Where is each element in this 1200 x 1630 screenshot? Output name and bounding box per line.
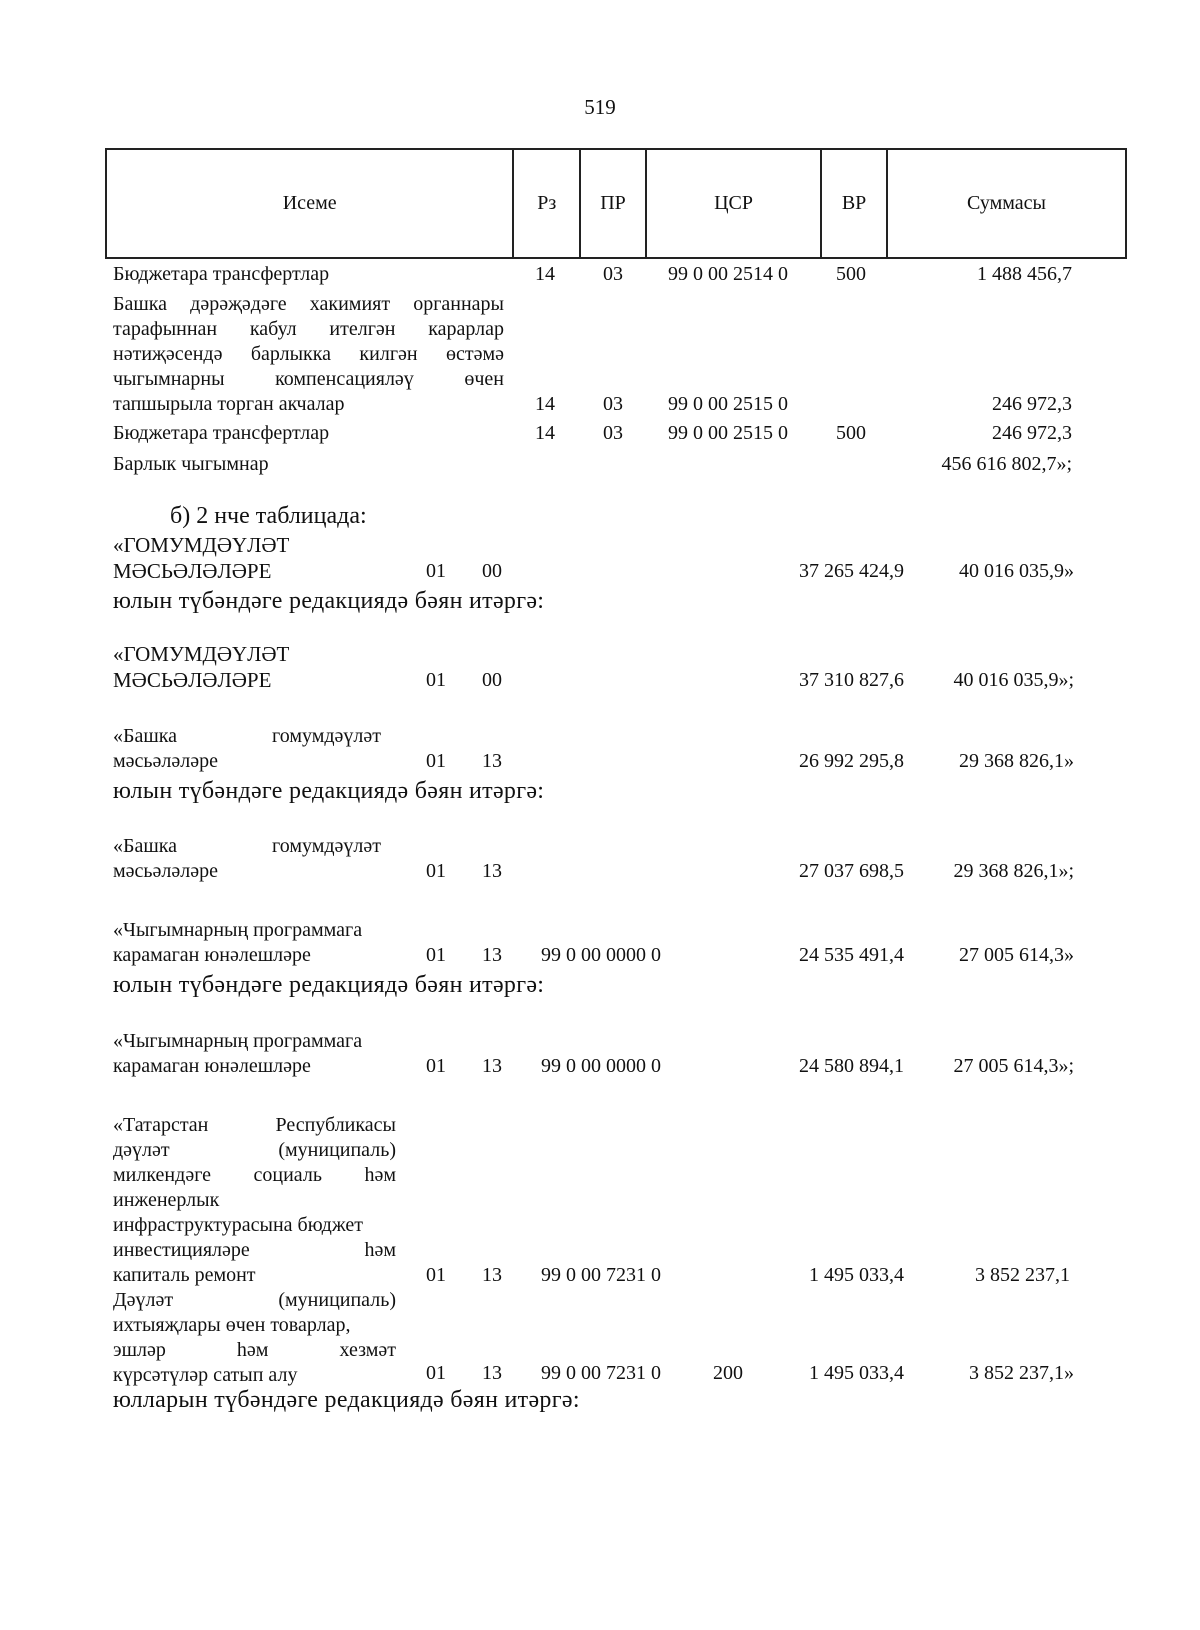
entry-name-line: милкендәге социаль һәм	[113, 1164, 396, 1186]
entry-pr: 13	[482, 1055, 502, 1077]
entry-name-line: Дәүләт (муниципаль)	[113, 1289, 396, 1311]
entry-value-1: 1 495 033,4	[809, 1264, 904, 1286]
row-csr: 99 0 00 2514 0	[668, 263, 788, 285]
section-b-heading: б) 2 нче таблицада:	[170, 503, 367, 529]
entry-name: МӘСЬӘЛӘЛӘРЕ	[113, 559, 272, 583]
entry-name-line: инженерлык	[113, 1189, 220, 1211]
row-rz: 14	[535, 263, 555, 285]
entry-csr: 99 0 00 0000 0	[541, 1055, 661, 1077]
entry-name-line: инфраструктурасына бюджет	[113, 1214, 363, 1236]
col-name-header: Исеме	[107, 150, 514, 257]
row-sum: 246 972,3	[992, 422, 1072, 444]
row-csr: 99 0 00 2515 0	[668, 393, 788, 415]
entry-rz: 01	[426, 1362, 446, 1384]
page-number: 519	[584, 95, 616, 119]
entry-name-line: дәүләт (муниципаль)	[113, 1139, 396, 1161]
entry-pr: 13	[482, 750, 502, 772]
entry-value-1: 37 310 827,6	[799, 669, 904, 691]
entry-pr: 13	[482, 1362, 502, 1384]
entry-name: карамаган юнәлешләре	[113, 1055, 311, 1077]
row-vr: 500	[836, 263, 866, 285]
entry-name: «ГОМУМДӘҮЛӘТ	[113, 533, 290, 557]
entry-value-2: 27 005 614,3»;	[953, 1055, 1074, 1077]
row-pr: 03	[603, 263, 623, 285]
row-name-line: тапшырыла торган акчалар	[113, 393, 345, 415]
entry-name: мәсьәләләре	[113, 860, 218, 882]
entry-name: гомумдәүләт	[272, 725, 382, 747]
entry-name: МӘСЬӘЛӘЛӘРЕ	[113, 668, 272, 692]
entry-value-1: 1 495 033,4	[809, 1362, 904, 1384]
entry-value-2: 29 368 826,1»;	[953, 860, 1074, 882]
entry-pr: 13	[482, 1264, 502, 1286]
entry-name-line: эшләр һәм хезмәт	[113, 1339, 396, 1361]
row-vr: 500	[836, 422, 866, 444]
entry-name: «ГОМУМДӘҮЛӘТ	[113, 642, 290, 666]
entry-name: «Башка	[113, 835, 178, 857]
entry-pr: 13	[482, 860, 502, 882]
entry-name: «Чыгымнарның программага	[113, 1030, 363, 1052]
entry-name-line: күрсәтүләр сатып алу	[113, 1364, 298, 1386]
replace-instruction: юлын түбәндәге редакциядә бәян итәргә:	[113, 588, 545, 614]
total-label: Барлык чыгымнар	[113, 453, 269, 475]
entry-rz: 01	[426, 669, 446, 691]
entry-value-1: 24 580 894,1	[799, 1055, 904, 1077]
row-pr: 03	[603, 393, 623, 415]
entry-name: «Чыгымнарның программага	[113, 919, 363, 941]
entry-rz: 01	[426, 560, 446, 582]
entry-value-2: 40 016 035,9»	[959, 560, 1074, 582]
col-csr-header: ЦСР	[647, 150, 822, 257]
entry-value-2: 3 852 237,1	[975, 1264, 1070, 1286]
row-name: Бюджетара трансфертлар	[113, 422, 330, 444]
entry-value-1: 24 535 491,4	[799, 944, 904, 966]
row-sum: 246 972,3	[992, 393, 1072, 415]
entry-rz: 01	[426, 1264, 446, 1286]
table-header	[105, 148, 1127, 259]
entry-name-line: капиталь ремонт	[113, 1264, 256, 1286]
entry-name: «Башка	[113, 725, 178, 747]
row-name: Бюджетара трансфертлар	[113, 263, 330, 285]
row-name-line: чыгымнарны компенсацияләү өчен	[113, 368, 504, 390]
replace-instruction: юлларын түбәндәге редакциядә бәян итәргә:	[113, 1387, 580, 1413]
entry-name-line: инвестицияләре һәм	[113, 1239, 396, 1261]
entry-value-2: 29 368 826,1»	[959, 750, 1074, 772]
row-rz: 14	[535, 393, 555, 415]
entry-pr: 00	[482, 669, 502, 691]
entry-csr: 99 0 00 7231 0	[541, 1362, 661, 1384]
entry-name-line: «Татарстан Республикасы	[113, 1114, 396, 1136]
replace-instruction: юлын түбәндәге редакциядә бәян итәргә:	[113, 778, 545, 804]
entry-pr: 13	[482, 944, 502, 966]
entry-rz: 01	[426, 750, 446, 772]
entry-name: мәсьәләләре	[113, 750, 218, 772]
entry-name: карамаган юнәлешләре	[113, 944, 311, 966]
entry-rz: 01	[426, 944, 446, 966]
row-name-line: нәтиҗәсендә барлыкка килгән өстәмә	[113, 343, 504, 365]
col-pr-header: ПР	[581, 150, 647, 257]
entry-vr: 200	[713, 1362, 743, 1384]
row-name-line: тарафыннан кабул ителгән карарлар	[113, 318, 504, 340]
entry-value-2: 40 016 035,9»;	[953, 669, 1074, 691]
entry-pr: 00	[482, 560, 502, 582]
col-rz-header: Рз	[514, 150, 581, 257]
replace-instruction: юлын түбәндәге редакциядә бәян итәргә:	[113, 972, 545, 998]
entry-csr: 99 0 00 0000 0	[541, 944, 661, 966]
row-csr: 99 0 00 2515 0	[668, 422, 788, 444]
entry-csr: 99 0 00 7231 0	[541, 1264, 661, 1286]
entry-rz: 01	[426, 860, 446, 882]
entry-value-1: 37 265 424,9	[799, 560, 904, 582]
row-name-line: Башка дәрәҗәдәге хакимият органнары	[113, 293, 504, 315]
total-sum: 456 616 802,7»;	[941, 453, 1072, 475]
col-sum-header: Суммасы	[967, 192, 1046, 214]
entry-name-line: ихтыяҗлары өчен товарлар,	[113, 1314, 351, 1336]
row-sum: 1 488 456,7	[977, 263, 1072, 285]
col-vr-header: ВР	[822, 150, 888, 257]
entry-value-1: 27 037 698,5	[799, 860, 904, 882]
entry-name: гомумдәүләт	[272, 835, 382, 857]
entry-value-1: 26 992 295,8	[799, 750, 904, 772]
row-pr: 03	[603, 422, 623, 444]
entry-rz: 01	[426, 1055, 446, 1077]
entry-value-2: 3 852 237,1»	[969, 1362, 1074, 1384]
row-rz: 14	[535, 422, 555, 444]
entry-value-2: 27 005 614,3»	[959, 944, 1074, 966]
